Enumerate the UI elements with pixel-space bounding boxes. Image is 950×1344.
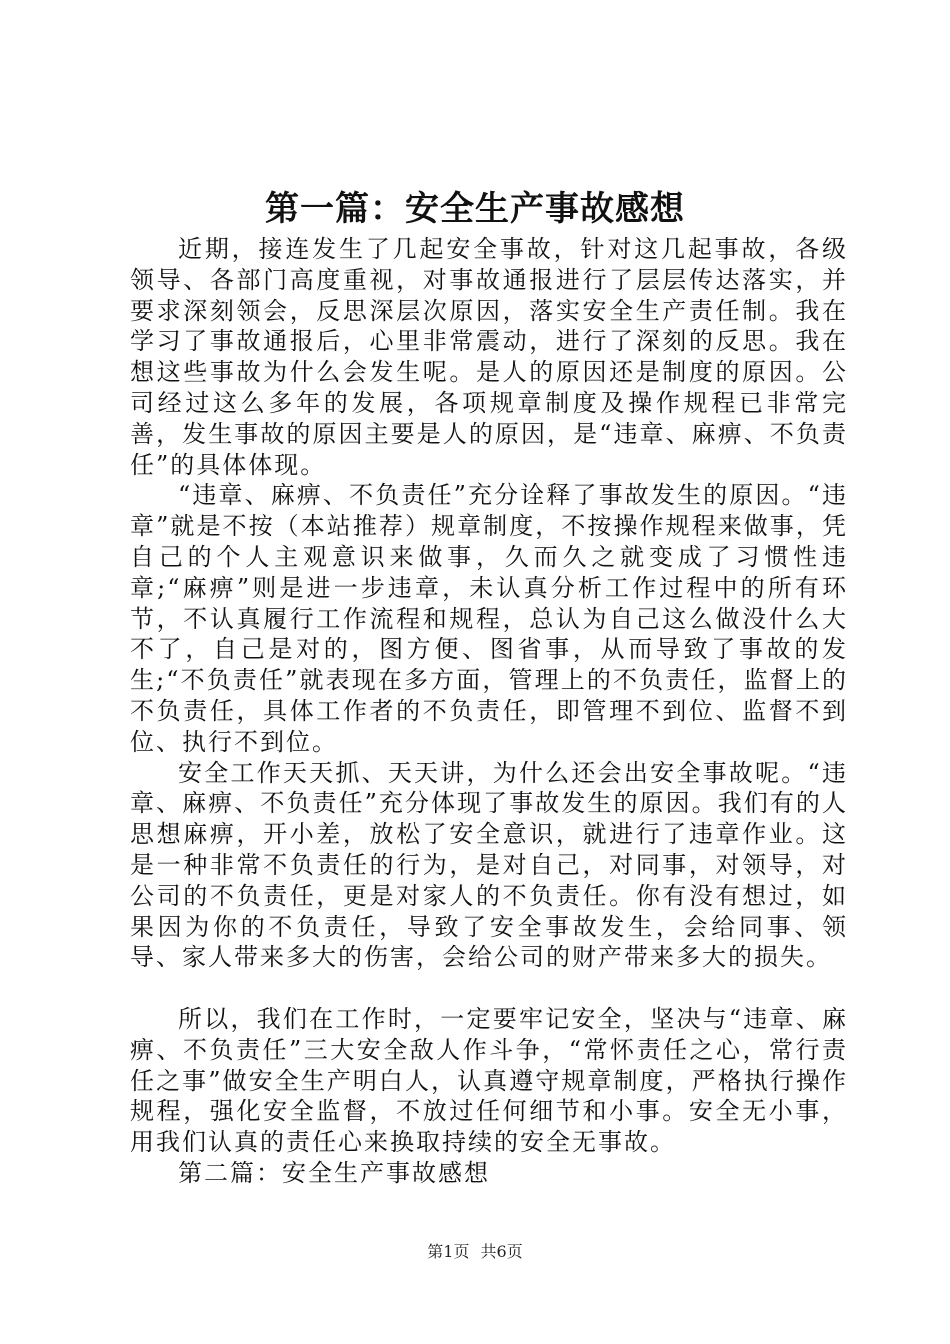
page-number-current: 第1页: [427, 1242, 470, 1261]
section-heading: 第二篇：安全生产事故感想: [178, 1158, 490, 1187]
paragraph: 所以，我们在工作时，一定要牢记安全，坚决与“违章、麻痹、不负责任”三大安全敌人作斗争，“常怀责任之心，常行责任之事”做安全生产明白人，认真遵守规章制度，严格执行操作规程，强化安全监督，不放过任何细节和小事。安全无小事，用我们认真的责任心来换取持续的安全无事故。: [130, 1004, 848, 1157]
paragraph: 安全工作天天抓、天天讲，为什么还会出安全事故呢。“违章、麻痹、不负责任”充分体现了事故发生的原因。我们有的人思想麻痹，开小差，放松了安全意识，就进行了违章作业。这是一种非常不负责任的行为，是对自己，对同事，对领导，对公司的不负责任，更是对家人的不负责任。你有没有想过，如果因为你的不负责任，导致了安全事故发生，会给同事、领导、家人带来多大的伤害，会给公司的财产带来多大的损失。: [130, 758, 848, 972]
page-number-total: 共6页: [480, 1242, 523, 1261]
paragraph: 近期，接连发生了几起安全事故，针对这几起事故，各级领导、各部门高度重视，对事故通报进行了层层传达落实，并要求深刻领会，反思深层次原因，落实安全生产责任制。我在学习了事故通报后，心里非常震动，进行了深刻的反思。我在想这些事故为什么会发生呢。是人的原因还是制度的原因。公司经过这么多年的发展，各项规章制度及操作规程已非常完善，发生事故的原因主要是人的原因，是“违章、麻痹、不负责任”的具体体现。: [130, 235, 848, 479]
document-body: [130, 234, 848, 1189]
document-title: 第一篇：安全生产事故感想: [265, 189, 685, 229]
page-footer: [0, 1242, 950, 1262]
paragraph: “违章、麻痹、不负责任”充分诠释了事故发生的原因。“违章”就是不按（本站推荐）规章制度，不按操作规程来做事，凭自己的个人主观意识来做事，久而久之就变成了习惯性违章;“麻痹”则是进一步违章，未认真分析工作过程中的所有环节，不认真履行工作流程和规程，总认为自己这么做没什么大不了，自己是对的，图方便、图省事，从而导致了事故的发生;“不负责任”就表现在多方面，管理上的不负责任，监督上的不负责任，具体工作者的不负责任，即管理不到位、监督不到位、执行不到位。: [130, 481, 848, 756]
